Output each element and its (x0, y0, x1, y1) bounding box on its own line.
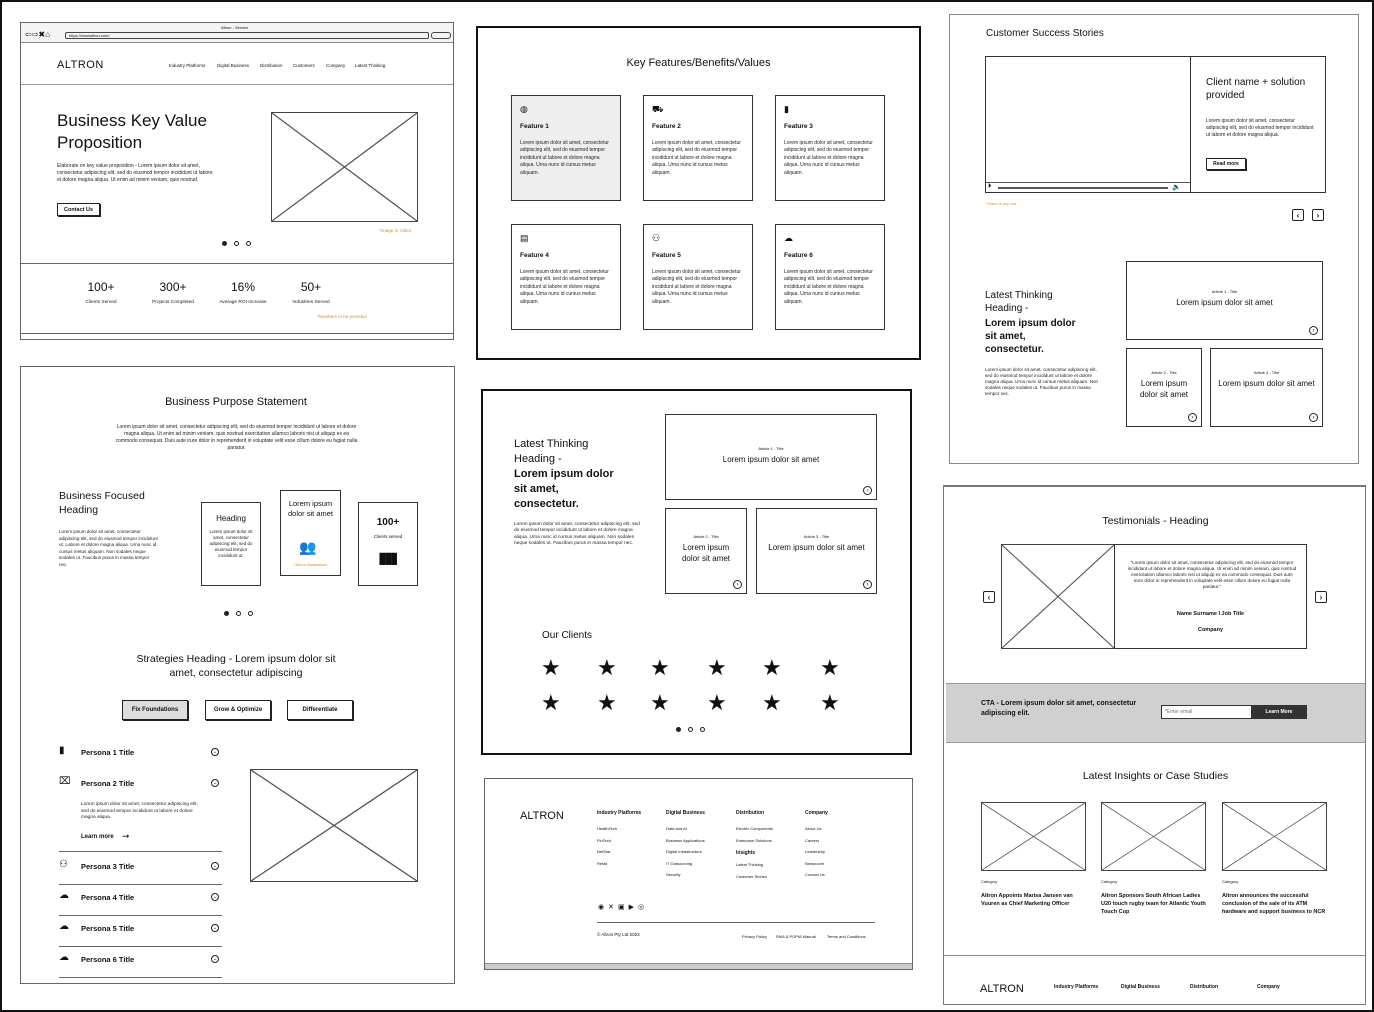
chevron-icon[interactable]: ⌄ (212, 925, 218, 931)
hero-body: Elaborate on key value proposition - Lorem ipsum dolor sit amet, consectetur adipiscing elit, sed do eiusmod tempor incididunt ut labore et dolore magna aliqua. Ut enim ad minim veniam, quis nostrud. (57, 163, 213, 183)
divider (21, 263, 454, 264)
client-logo-star-icon: ★ (650, 655, 670, 680)
legal-link[interactable]: PAIA & POPIA Manual (776, 934, 816, 939)
legal-link[interactable]: Privacy Policy (742, 934, 767, 939)
footer-link[interactable]: Contact Us (805, 872, 825, 878)
info-card-title: Heading (216, 514, 246, 523)
briefcase-icon: ⌧ (59, 776, 71, 787)
article-kicker: Article 2 - Title (693, 534, 719, 539)
insight-category: Category (981, 879, 998, 884)
divider (597, 922, 875, 923)
social-icons[interactable]: ◉✕▣▶◎ (598, 904, 649, 911)
footer-link[interactable]: Digital Infrastructure (666, 849, 702, 855)
nav-item[interactable]: Digital Business (217, 63, 250, 68)
testimonial-company: Company (1197, 627, 1224, 633)
carousel-dot[interactable] (234, 241, 239, 246)
footer-link[interactable]: Enterprise Solutions (736, 837, 772, 843)
hero-media-placeholder (271, 112, 418, 222)
footer-link[interactable]: Security (666, 872, 681, 878)
testimonials-title: Testimonials - Heading (1102, 515, 1209, 527)
insight-title[interactable]: Altron Sponsors South African Ladies U20 touch rugby team for Atlantic Youth Touch Cup (1101, 893, 1206, 915)
url-text: https://wwwaltron.com/ (69, 33, 110, 38)
client-logo-star-icon: ★ (707, 655, 727, 680)
divider (59, 851, 222, 852)
feature-title: Feature 3 (784, 123, 813, 130)
footer-link[interactable]: IT Outsourcing (666, 860, 693, 866)
nav-item[interactable]: Industry Platforms (169, 63, 206, 68)
volume-icon[interactable]: 🔈 (1172, 184, 1181, 191)
contact-us-button[interactable]: Contact Us (57, 203, 100, 216)
focus-body: Lorem ipsum dolor sit amet, consectetur adipiscing elit, sed do eiusmod tempor incididunt ut. Labore et dolore magna aliqua. Urna nunc id cursus metus aliquam. Non sodales neque sodales ut. Faucibus purus in massa tempor nec. (59, 529, 158, 567)
client-logo-star-icon: ★ (762, 655, 782, 680)
footer-link[interactable]: Latest Thinking (736, 862, 764, 867)
insight-title[interactable]: Altron announces the successful conclusion of the sale of its ATM hardware and support business to NCR (1222, 893, 1326, 915)
info-card-body: Lorem ipsum dolor sit amet, consectetur adipiscing elit, sed do eiusmod tempor incididunt ut. (209, 529, 253, 558)
hero-headline: Business Key Value Proposition (57, 111, 207, 152)
article-kicker: Article 3 - Title (1253, 370, 1280, 375)
article-title: Lorem ipsum dolor sit amet (722, 455, 820, 464)
footer2-logo[interactable]: ALTRON (980, 983, 1024, 995)
stat-label: Average ROI Increase (219, 300, 267, 305)
feature-body: Lorem ipsum dolor sit amet, consectetur adipiscing elit, sed do eiusmod tempor incididunt ut labore et dolore magna aliqua. Urna nunc id cursus metus aliquam. (520, 269, 609, 305)
chevron-icon[interactable]: ⌄ (212, 780, 218, 786)
arrow-right-icon[interactable]: › (1309, 326, 1318, 335)
nav-item[interactable]: Company (326, 63, 346, 68)
stat-card-value: 100+ (376, 517, 400, 528)
illustration-card-title: Lorem ipsum dolor sit amet (287, 499, 334, 518)
arrow-right-icon[interactable]: › (863, 580, 872, 589)
cloud-icon: ☁ (784, 233, 793, 243)
bar-chart-icon: ▮▮▮ (378, 550, 396, 567)
purpose-wireframe (20, 366, 455, 984)
hero-wireframe (20, 22, 454, 340)
stat-value: 16% (230, 280, 256, 294)
divider (944, 955, 1366, 956)
footer-link[interactable]: Customer Stories (736, 874, 767, 879)
carousel-dot[interactable] (688, 727, 693, 732)
prev-arrow-icon[interactable]: ‹ (983, 591, 995, 603)
video-controls[interactable] (986, 182, 1190, 192)
strategy-tab[interactable]: Grow & Optimize (205, 700, 271, 720)
footer-link[interactable]: Retail (597, 860, 608, 866)
arrow-right-icon[interactable]: › (1188, 413, 1197, 422)
feature-body: Lorem ipsum dolor sit amet, consectetur adipiscing elit, sed do eiusmod tempor incididunt ut labore et dolore magna aliqua. Urna nunc id cursus metus aliquam. (652, 140, 741, 176)
stat-label: Projects Completed (152, 300, 194, 305)
learn-more-button[interactable]: Learn More (1251, 705, 1307, 719)
video-player[interactable] (985, 56, 1191, 193)
arrow-right-icon[interactable]: › (863, 486, 872, 495)
story-body: Lorem ipsum dolor sit amet, consectetur adipiscing elit, sed do eiusmod tempor incididunt ut labore et dolore magna aliqua. (1206, 118, 1314, 138)
truck-icon: ⛟ (652, 104, 664, 114)
footer-link[interactable]: Business Applications (666, 837, 705, 843)
stat-value: 50+ (300, 280, 322, 294)
stat-label: Industries Served (292, 300, 330, 305)
arrow-right-icon[interactable]: › (733, 580, 742, 589)
footer-col-title: Digital Business (666, 810, 705, 816)
search-box[interactable] (431, 32, 451, 39)
footer-col-title: Company (805, 810, 828, 816)
client-name: Client name + solution provided (1206, 77, 1306, 101)
article-kicker: Article 3 - Title (803, 534, 830, 539)
divider (21, 84, 454, 85)
persona-title[interactable]: Persona 2 Title (81, 779, 135, 788)
features-title: Key Features/Benefits/Values (626, 57, 771, 69)
cloud-upload-icon: ☁ (59, 952, 69, 963)
clients-title: Our Clients (542, 630, 593, 641)
carousel-dot[interactable] (222, 241, 227, 246)
carousel-dot[interactable] (676, 727, 681, 732)
client-logo-star-icon: ★ (541, 655, 561, 680)
video-note: *Video is pop out (986, 201, 1017, 206)
nav-item[interactable]: Customers (293, 63, 315, 68)
globe-icon: ◍ (520, 104, 528, 114)
feature-title: Feature 5 (652, 252, 681, 259)
persona-title[interactable]: Persona 6 Title (81, 955, 135, 964)
client-logo-star-icon: ★ (597, 655, 617, 680)
carousel-dot[interactable] (246, 241, 251, 246)
persona-body: Lorem ipsum dolor sit amet, consectetur adipiscing elit, sed do eiusmod tempor incididunt ut labore et dolore magna aliqua. (81, 802, 198, 820)
article-title: Lorem ipsum dolor sit amet (1176, 298, 1273, 307)
thinking-heading: Latest Thinking Heading - (985, 290, 1053, 314)
next-arrow-icon[interactable]: › (1312, 209, 1324, 221)
prev-arrow-icon[interactable]: ‹ (1292, 209, 1304, 221)
divider (59, 977, 222, 978)
network-icon: ⚇ (652, 233, 661, 243)
arrow-right-icon[interactable]: ➞ (122, 831, 130, 841)
chevron-icon[interactable]: ⌄ (212, 894, 218, 900)
stat-value: 100+ (87, 280, 115, 294)
divider (59, 884, 222, 885)
cloud-upload-icon: ☁ (59, 890, 69, 901)
thinking-bold: Lorem ipsum dolor sit amet, consectetur. (514, 468, 614, 510)
insight-image-placeholder[interactable] (1101, 802, 1206, 871)
persona-title[interactable]: Persona 4 Title (81, 893, 135, 902)
carousel-dot[interactable] (700, 727, 705, 732)
purpose-title: Business Purpose Statement (165, 396, 307, 408)
persona-image-placeholder (250, 769, 418, 882)
insight-category: Category (1222, 879, 1239, 884)
thinking-body: Lorem ipsum dolor sit amet, consectetur adipiscing elit, sed do eiusmod tempor incididunt ut labore et dolore magna aliqua. Urna nunc id cursus metus aliquam. Non sodales neque sodales ut. Faucibus purus in massa tempor nec. (514, 522, 640, 546)
insight-image-placeholder[interactable] (1222, 802, 1327, 871)
insight-category: Category (1101, 879, 1118, 884)
article-title: Lorem ipsum dolor sit amet (768, 543, 865, 552)
document-icon: ▤ (520, 233, 529, 243)
media-note: *Image or Video (379, 228, 412, 233)
client-logo-star-icon: ★ (597, 690, 617, 715)
footer-col-title: Insights (736, 850, 756, 856)
insights-title: Latest Insights or Case Studies (1082, 770, 1229, 782)
client-logo-star-icon: ★ (650, 690, 670, 715)
feature-body: Lorem ipsum dolor sit amet, consectetur adipiscing elit, sed do eiusmod tempor incididunt ut labore et dolore magna aliqua. Urna nunc id cursus metus aliquam. (652, 269, 741, 305)
strategy-tab[interactable]: Differentiate (287, 700, 353, 720)
thinking-wireframe (481, 389, 912, 755)
client-logo-star-icon: ★ (820, 655, 840, 680)
feature-title: Feature 6 (784, 252, 813, 259)
feature-title: Feature 1 (520, 123, 549, 130)
footer-link[interactable]: About Us (805, 826, 822, 831)
progress-bar[interactable] (998, 187, 1168, 189)
footer-link[interactable]: Electric Components (736, 826, 773, 831)
browser-nav-icons[interactable]: ⇦⇨✖⌂ (25, 30, 50, 39)
footer-link[interactable]: Newsroom (805, 860, 825, 866)
legal-link[interactable]: Terms and Conditions (827, 934, 866, 939)
stat-label: Clients Served (85, 300, 117, 305)
cloud-upload-icon: ☁ (59, 921, 69, 932)
focus-heading: Business Focused Heading (59, 490, 145, 516)
feature-body: Lorem ipsum dolor sit amet, consectetur adipiscing elit, sed do eiusmod tempor incididunt ut labore et dolore magna aliqua. Urna nunc id cursus metus aliquam. (784, 269, 873, 305)
feature-body: Lorem ipsum dolor sit amet, consectetur adipiscing elit, sed do eiusmod tempor incididunt ut labore et dolore magna aliqua. Urna nunc id cursus metus aliquam. (784, 140, 873, 176)
carousel-dot[interactable] (224, 611, 229, 616)
learn-more-link[interactable]: Learn more (81, 834, 114, 840)
purpose-body: Lorem ipsum dolor sit amet, consectetur adipiscing elit, sed do eiusmod tempor incididunt ut labore et dolore magna aliqua. Ut enim ad minim veniam, quis nostrud exercitation ullamco laboris nisi ut aliquip ex ea commodo consequat. Duis aute irure dolor in reprehenderit in voluptate velit esse cillum dolore eu fugiat nulla pariatur. (115, 424, 358, 451)
stats-note: *Numbers to be provided (317, 314, 367, 319)
next-arrow-icon[interactable]: › (1315, 591, 1327, 603)
article-title: Lorem ipsum dolor sit amet (681, 543, 731, 563)
persona-title[interactable]: Persona 5 Title (81, 924, 135, 933)
strategy-tab[interactable]: Fix Foundations (122, 700, 188, 720)
play-icon[interactable]: ⏵ (988, 183, 992, 190)
features-wireframe (476, 26, 921, 360)
footer-link[interactable]: FinTech (597, 837, 612, 843)
bar-chart-icon: ▮ (784, 104, 789, 114)
divider (59, 915, 222, 916)
client-logo-star-icon: ★ (541, 690, 561, 715)
testimonial-image-placeholder (1001, 544, 1115, 649)
insight-image-placeholder[interactable] (981, 802, 1086, 871)
chevron-icon[interactable]: ⌄ (212, 749, 218, 755)
footer-nav-item[interactable]: Distribution (1190, 984, 1219, 990)
footer-link[interactable]: HealthTech (597, 826, 618, 831)
footer-nav-item[interactable]: Company (1257, 984, 1280, 990)
footer-link[interactable]: NetStar (597, 849, 611, 855)
browser-title: Altron - Service (221, 25, 249, 30)
footer-link[interactable]: Data and AI (666, 826, 687, 831)
article-kicker: Article 2 - Title (1151, 370, 1177, 375)
network-icon: ⚇ (59, 859, 68, 870)
copyright: © Altron Pty Ltd 2023 (597, 932, 640, 937)
client-logo-star-icon: ★ (707, 690, 727, 715)
client-logo-star-icon: ★ (820, 690, 840, 715)
article-title: Lorem ipsum dolor sit amet (1139, 379, 1189, 399)
feature-body: Lorem ipsum dolor sit amet, consectetur adipiscing elit, sed do eiusmod tempor incididunt ut labore et dolore magna aliqua. Urna nunc id cursus metus aliquam. (520, 140, 609, 176)
article-kicker: Article 1 - Title (1211, 289, 1238, 294)
thinking-heading: Latest Thinking Heading - (514, 438, 589, 465)
chevron-icon[interactable]: ⌄ (212, 956, 218, 962)
footer-logo[interactable]: ALTRON (520, 810, 564, 822)
chevron-icon[interactable]: ⌄ (212, 863, 218, 869)
email-input[interactable] (1161, 705, 1252, 719)
bar-chart-icon: ▮ (59, 745, 65, 756)
nav-item[interactable]: Distribution (260, 63, 283, 68)
article-kicker: Article 1 - Title (758, 446, 784, 451)
stories-wireframe (949, 14, 1359, 464)
persona-title[interactable]: Persona 3 Title (81, 862, 135, 871)
footer-bottom-bar (485, 963, 913, 970)
insight-title[interactable]: Altron Appoints Marisa Jansen van Vuuren as Chief Marketing Officer (981, 893, 1073, 907)
footer-col-title: Distribution (736, 810, 765, 816)
read-more-button[interactable]: Read more (1206, 158, 1246, 170)
divider (59, 946, 222, 947)
feature-title: Feature 2 (652, 123, 681, 130)
article-title: Lorem ipsum dolor sit amet (1218, 379, 1315, 388)
footer-link[interactable]: Careers (805, 837, 820, 843)
thinking-bold: Lorem ipsum dolor sit amet, consectetur. (985, 318, 1076, 355)
carousel-dot[interactable] (236, 611, 241, 616)
footer-link[interactable]: Leadership (805, 849, 825, 855)
stat-card-label: Clients served (373, 534, 403, 539)
footer-nav-item[interactable]: Digital Business (1121, 984, 1160, 990)
illustration-note: *Altron illustrations (293, 562, 328, 567)
strategies-title: Strategies Heading - Lorem ipsum dolor sit amet, consectetur adipiscing (136, 653, 336, 679)
arrow-right-icon[interactable]: › (1309, 413, 1318, 422)
logo[interactable]: ALTRON (57, 59, 104, 71)
footer-wireframe (484, 778, 913, 970)
stat-value: 300+ (159, 280, 187, 294)
client-logo-star-icon: ★ (762, 690, 782, 715)
nav-item[interactable]: Latest Thinking (355, 63, 386, 68)
stat-card (358, 502, 418, 586)
testimonial-quote: "Lorem ipsum dolor sit amet, consectetur adipiscing elit, sed do eiusmod tempor incididunt ut labore et dolore magna aliqua. Ut enim ad minim veniam, quis nostrud exercitation ullamco laboris nisi ut aliquip ex ea commodo consequat. Duis aute irure dolor in reprehenderit in voluptate velit esse cillum dolore eu fugiat nulla pariatur." (1127, 560, 1297, 589)
footer-nav-item[interactable]: Industry Platforms (1054, 984, 1099, 990)
testimonial-name: Name Surname I Job Title (1176, 611, 1245, 617)
persona-title[interactable]: Persona 1 Title (81, 748, 135, 757)
footer-col-title: Industry Platforms (597, 810, 642, 816)
divider (21, 333, 454, 334)
carousel-dot[interactable] (248, 611, 253, 616)
url-bar[interactable] (65, 32, 429, 39)
feature-title: Feature 4 (520, 252, 549, 259)
people-icon: 👥 (299, 539, 317, 555)
thinking-body: Lorem ipsum dolor sit amet, consectetur adipiscing elit, sed do eiusmod tempor incididunt ut labore et dolore magna aliqua. Urna nunc id cursus metus aliquam. Non sodales neque sodales ut. Faucibus purus in massa tempor nec. (985, 367, 1099, 396)
stories-title: Customer Success Stories (986, 28, 1104, 39)
testimonials-wireframe (943, 485, 1366, 1005)
cta-text: CTA - Lorem ipsum dolor sit amet, consectetur adipiscing elit. (981, 700, 1137, 717)
